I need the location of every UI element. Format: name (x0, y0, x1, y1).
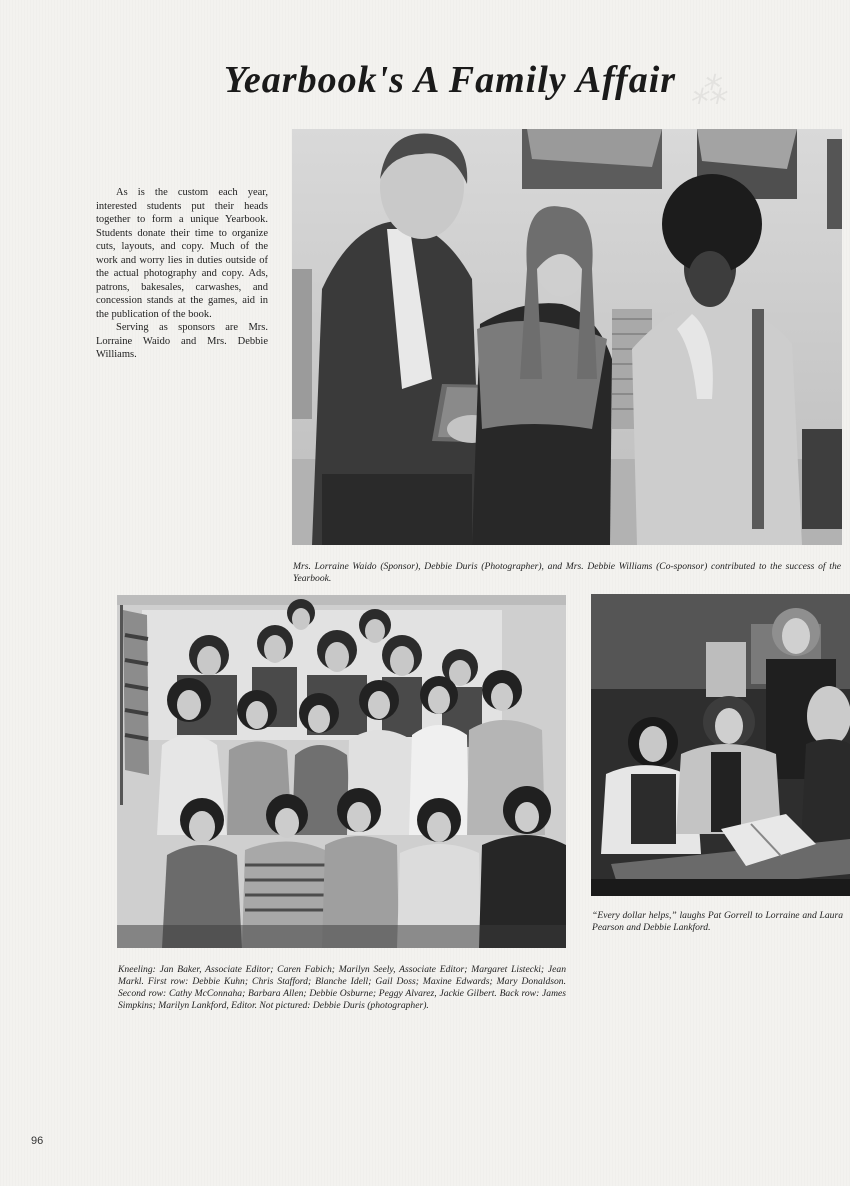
bleed-through-text: ⁂ (690, 71, 726, 111)
sponsors-photo-caption: Mrs. Lorraine Waido (Sponsor), Debbie Duris (Photographer), and Mrs. Debbie Williams (Co-sponsor) contributed to the success of the Yearbook. (293, 561, 841, 584)
article-paragraph: Serving as sponsors are Mrs. Lorraine Waido and Mrs. Debbie Williams. (96, 322, 268, 360)
sponsors-photo (292, 129, 842, 545)
fundraising-photo-caption: “Every dollar helps,” laughs Pat Gorrell to Lorraine and Laura Pearson and Debbie Lankford. (592, 910, 843, 933)
article-paragraph: As is the custom each year, interested students put their heads together to form a unique Yearbook. Students donate their time to organize cuts, layouts, and copy. Much of the work and worry lies in duties outside of the actual photography and copy. Ads, patrons, bakesales, carwashes, and concession stands at the games, aid in the publication of the book. (96, 187, 268, 320)
staff-group-photo (117, 595, 566, 948)
page-number: 96 (31, 1135, 44, 1147)
article-text (96, 186, 268, 362)
fundraising-photo (591, 594, 850, 896)
page-title: Yearbook's A Family Affair (223, 59, 677, 101)
staff-group-caption: Kneeling: Jan Baker, Associate Editor; Caren Fabich; Marilyn Seely, Associate Editor; Margaret Listecki; Jean Markl. First row: Debbie Kuhn; Chris Stafford; Blanche Idell; Gail Doss; Maxine Edwards; Mary Donaldson. Second row: Cathy McConnaha; Barbara Allen; Debbie Osburne; Peggy Alvarez, Jackie Gilbert. Back row: James Simpkins; Marilyn Lankford, Editor. Not pictured: Debbie Duris (photographer). (118, 964, 566, 1011)
